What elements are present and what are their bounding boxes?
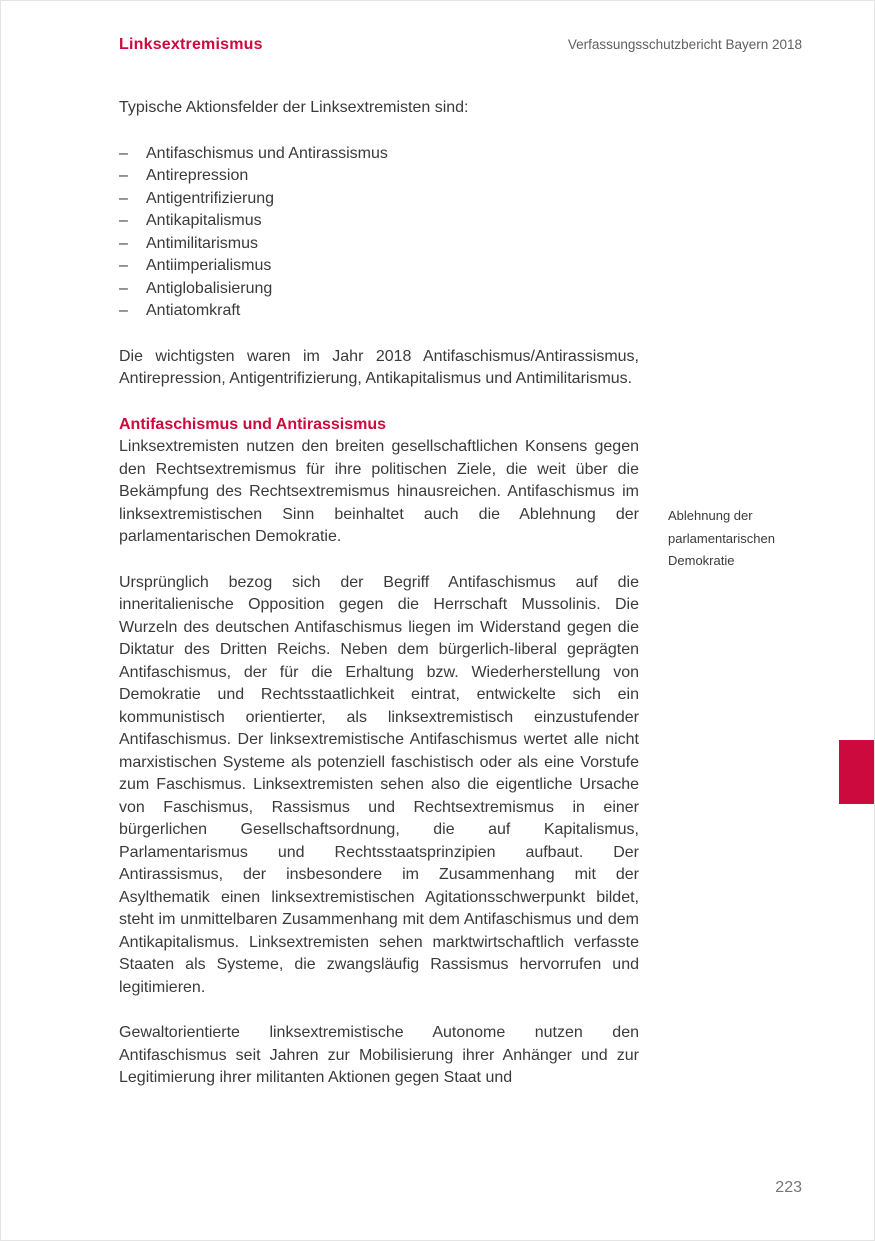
page-number: 223 bbox=[775, 1179, 802, 1196]
action-field-label: Antirepression bbox=[146, 167, 249, 184]
action-field-label: Antigentrifizierung bbox=[146, 189, 275, 207]
action-field-label: Antifaschismus und Antirassismus bbox=[146, 144, 388, 162]
dash-marker: – bbox=[119, 167, 128, 184]
action-field-item bbox=[119, 143, 639, 166]
action-field-label: Antikapitalismus bbox=[146, 212, 262, 229]
body-paragraph-3: Gewaltorientierte linksextremistische Autonome nutzen den Antifaschismus seit Jahren zur Mobilisierung ihrer Anhänger und zur Legitimierung ihrer militanten Aktionen gegen Staat und bbox=[119, 1024, 639, 1086]
report-title: Verfassungsschutzbericht Bayern 2018 bbox=[567, 37, 802, 52]
margin-note: Ablehnung der parlamentarischen Demokratie bbox=[668, 508, 775, 568]
intro-paragraph: Typische Aktionsfelder der Linksextremisten sind: bbox=[119, 99, 469, 116]
action-field-item bbox=[119, 233, 639, 256]
chapter-edge-tab bbox=[839, 740, 874, 804]
main-text-column bbox=[119, 97, 639, 1090]
body-paragraph-1: Linksextremisten nutzen den breiten gesellschaftlichen Konsens gegen den Rechtsextremismus für ihre politischen Ziele, die weit über die Bekämpfung des Rechtsextremismus hinausreichen. Antifaschismus im linksextremistischen Sinn beinhaltet auch die Ablehnung der parlamentarischen Demokratie. bbox=[119, 438, 639, 545]
action-field-item bbox=[119, 165, 639, 188]
action-field-item bbox=[119, 255, 639, 278]
dash-marker: – bbox=[119, 257, 128, 274]
page-header bbox=[119, 36, 802, 54]
action-field-label: Antiimperialismus bbox=[146, 257, 272, 274]
action-field-item bbox=[119, 210, 639, 233]
dash-marker: – bbox=[119, 189, 128, 207]
dash-marker: – bbox=[119, 234, 128, 252]
action-field-item bbox=[119, 188, 639, 211]
action-field-label: Antiglobalisierung bbox=[146, 279, 273, 297]
body-paragraph-2: Ursprünglich bezog sich der Begriff Antifaschismus auf die inneritalienische Opposition gegen die Herrschaft Mussolinis. Die Wurzeln des deutschen Antifaschismus liegen im Widerstand gegen die Diktatur des Dritten Reichs. Neben dem bürgerlich-liberal geprägten Antifaschismus, der für die Erhaltung bzw. Wiederherstellung von Demokratie und Rechtsstaatlichkeit eintrat, entwickelte sich ein kommunistisch orientierter, als linksextremistisch einzustufender Antifaschismus. Der linksextremistische Antifaschismus wertet alle nicht marxistischen Systeme als potenziell faschistisch oder als eine Vorstufe zum Faschismus. Linksextremisten sehen also die eigentliche Ursache von Faschismus, Rassismus und Rechtsextremismus in einer bürgerlichen Gesellschaftsordnung, die auf Kapitalismus, Parlamentarismus und Rechtsstaatsprinzipien aufbaut. Der Antirassismus, der insbesondere im Zusammenhang mit der Asylthematik einen linksextremistischen Agitationsschwerpunkt bildet, steht im unmittelbaren Zusammenhang mit dem Antifaschismus und dem Antikapitalismus. Linksextremisten sehen marktwirtschaftlich verfasste Staaten als Systeme, die zwangsläufig Rassismus hervorrufen und legitimieren. bbox=[119, 573, 639, 996]
dash-marker: – bbox=[119, 302, 128, 319]
action-fields-list bbox=[119, 143, 639, 323]
subsection-heading: Antifaschismus und Antirassismus bbox=[119, 415, 387, 433]
dash-marker: – bbox=[119, 144, 128, 162]
dash-marker: – bbox=[119, 279, 128, 297]
importance-paragraph: Die wichtigsten waren im Jahr 2018 Antifaschismus/Antirassismus, Antirepression, Antigentrifizierung, Antikapitalismus und Antimilitarismus. bbox=[119, 347, 639, 387]
action-field-label: Antimilitarismus bbox=[146, 234, 259, 252]
section-title: Linksextremismus bbox=[119, 36, 263, 53]
action-field-item bbox=[119, 300, 639, 323]
action-field-item bbox=[119, 278, 639, 301]
action-field-label: Antiatomkraft bbox=[146, 302, 241, 319]
dash-marker: – bbox=[119, 212, 128, 229]
